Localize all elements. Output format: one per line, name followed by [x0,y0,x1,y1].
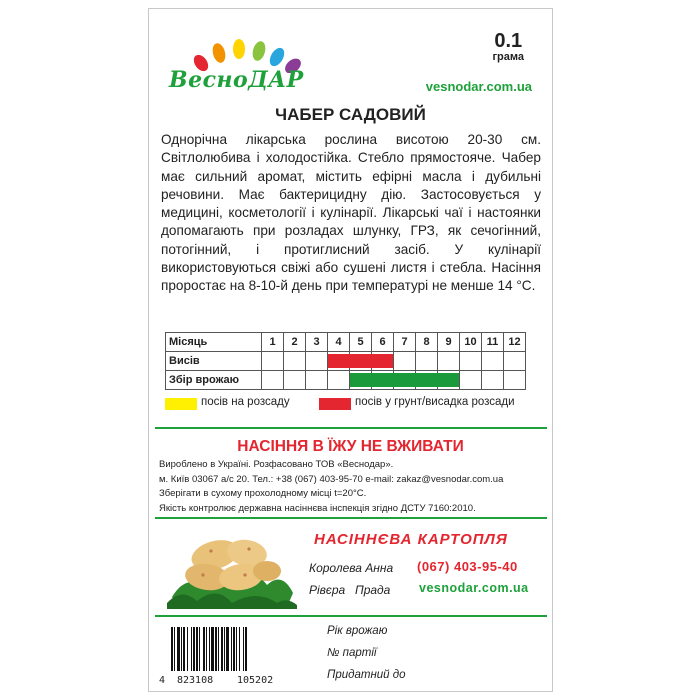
calendar-header-label: Місяць [166,333,262,352]
warning-text: НАСІННЯ В ЇЖУ НЕ ВЖИВАТИ [237,438,464,455]
month-cell: 4 [328,333,350,352]
month-cell: 6 [372,333,394,352]
month-cell: 10 [460,333,482,352]
legend-swatch-seedling [165,398,197,410]
brand-logo: ВесноДАР [169,67,304,93]
producer-line: Якість контролює державна насіннєва інспекція згідно ДСТУ 7160:2010. [159,502,476,514]
month-cell: 3 [306,333,328,352]
weight-unit: грама [492,51,524,63]
calendar-row-label: Висів [166,352,262,371]
calendar-bar [328,354,393,368]
lot-field-label: Рік врожаю [327,625,388,637]
producer-line: м. Київ 03067 а/с 20. Тел.: +38 (067) 403-95-70 e-mail: zakaz@vesnodar.com.ua [159,473,504,485]
legend-label-seedling: посів на розсаду [201,396,290,408]
month-cell: 7 [394,333,416,352]
promo-title: НАСІННЄВА КАРТОПЛЯ [314,531,508,548]
variety-name: Прада [355,583,391,597]
divider [155,615,547,617]
month-cell: 1 [262,333,284,352]
promo-website: vesnodar.com.ua [419,581,529,595]
producer-line: Зберігати в сухому прохолодному місці t=20°С. [159,488,367,500]
variety-name: Королева Анна [309,561,394,575]
product-description: Однорічна лікарська рослина висотою 20-30 см. Світлолюбива і холодостійка. Стебло прямостояче. Чабер має сильний аромат, містить ефірні масла і дубильні речовини. Має бактерицидну дію. Застосовується у медицині, косметології і кулінарії. Лікарські чаї і настоянки допомагають при розладах шлунку, ГРЗ, як сечогінний, потогінний, і протиглисний засіб. У кулінарії використовуються свіжі або сушені листя і стебла. Насіння проростає на 8-10-й день при температурі не менше 14 °С. [161,132,541,294]
month-cell: 9 [438,333,460,352]
month-cell: 2 [284,333,306,352]
divider [155,427,547,429]
lot-field-label: Придатний до [327,669,406,681]
barcode-digits: 823108 [177,675,214,686]
month-cell: 12 [504,333,526,352]
weight-value: 0.1 [494,30,523,52]
month-cell: 11 [482,333,504,352]
variety-name: Рівєра [309,583,346,597]
calendar-row-label: Збір врожаю [166,371,262,390]
product-title: ЧАБЕР САДОВИЙ [275,105,426,124]
month-cell: 8 [416,333,438,352]
promo-phone: (067) 403-95-40 [417,559,518,574]
potato-promo [149,517,552,621]
producer-line: Вироблено в Україні. Розфасовано ТОВ «Веснодар». [159,459,394,470]
legend-label-ground: посів у грунт/висадка розсади [355,396,515,408]
potato-image-icon [167,527,297,609]
barcode-icon [169,627,293,671]
weight-block [492,31,524,63]
month-cell: 5 [350,333,372,352]
producer-info [159,458,503,516]
lot-field-label: № партії [327,647,377,659]
barcode-digits: 4 [159,675,166,686]
brand-website: vesnodar.com.ua [425,79,532,94]
seed-packet [148,8,553,692]
barcode-digits: 105202 [237,675,274,686]
calendar-bar [350,373,459,387]
legend-swatch-ground [319,398,351,410]
